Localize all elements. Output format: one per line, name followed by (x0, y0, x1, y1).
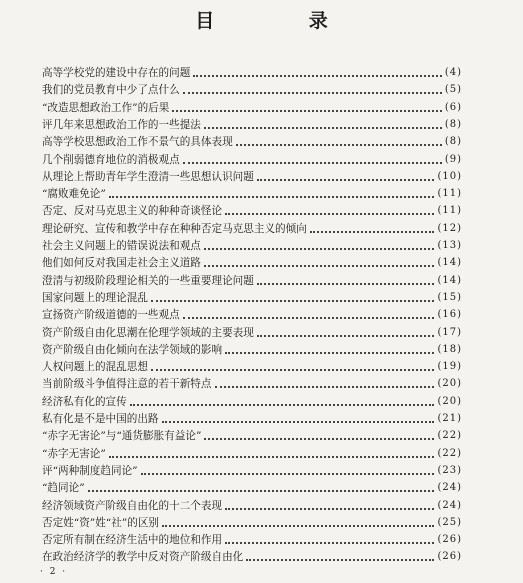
toc-entry-title: “赤字无害论” (42, 447, 106, 460)
toc-entry (42, 218, 462, 236)
dot-leader (193, 75, 442, 77)
toc-entry-title: 否定姓“资”姓“社”的区别 (42, 516, 160, 529)
toc-entry-page: (11) (437, 188, 462, 200)
dot-leader (310, 231, 435, 233)
toc-entry-title: 社会主义问题上的错误说法和观点 (42, 240, 201, 252)
dot-leader (225, 508, 434, 510)
toc-entry-title: “趋同论” (42, 482, 85, 495)
toc-entry-title: 当前阶级斗争值得注意的若干新特点 (42, 378, 212, 391)
toc-entry-page: (21) (437, 413, 462, 424)
page-number: · 2 · (40, 567, 68, 577)
dot-leader (215, 386, 435, 388)
dot-leader (183, 162, 442, 164)
toc-entry-page: (20) (437, 378, 462, 390)
toc-entry-title: 宣扬资产阶级道德的一些观点 (42, 309, 180, 322)
toc-entry (42, 200, 462, 218)
toc-entry-page: (8) (444, 118, 462, 130)
dot-leader (88, 490, 435, 492)
toc-entry (42, 443, 462, 461)
toc-entry-page: (18) (437, 343, 462, 355)
dot-leader (225, 213, 434, 215)
toc-entry-page: (24) (437, 499, 462, 511)
dot-leader (162, 421, 435, 423)
dot-leader (246, 559, 434, 561)
toc-entry (42, 322, 462, 340)
toc-entry-page: (16) (437, 309, 462, 321)
toc-entry (42, 339, 462, 357)
toc-entry-title: “改造思想政治工作”的后果 (42, 101, 170, 114)
toc-entry-page: (12) (437, 222, 462, 234)
toc-entry-title: 国家问题上的理论混乱 (42, 291, 148, 304)
dot-leader (204, 438, 434, 440)
toc-entry-page: (22) (437, 447, 462, 459)
toc-entry (42, 304, 462, 322)
dot-leader (109, 196, 435, 198)
dot-leader (151, 369, 435, 371)
toc-entry-page: (6) (444, 101, 462, 113)
toc-entry-page: (11) (437, 205, 462, 217)
toc-entry-page: (14) (437, 274, 462, 286)
toc-entry-title: 人权问题上的混乱思想 (42, 361, 148, 374)
toc-entry (42, 270, 462, 288)
toc-entry (42, 495, 462, 513)
dot-leader (236, 144, 442, 146)
toc-entry-title: 理论研究、宣传和教学中存在种种否定马克思主义的倾向 (42, 222, 307, 235)
toc-entry-title: 经济私有化的宣传 (42, 395, 127, 408)
dot-leader (172, 110, 441, 112)
toc-entry-page: (20) (437, 395, 462, 407)
toc-entry-title: 我们的党员教育中少了点什么 (42, 84, 180, 97)
toc-entry-title: 澄清与初级阶段理论相关的一些重要理论问题 (42, 274, 254, 287)
toc-entry (42, 425, 462, 443)
toc-entry (42, 79, 462, 97)
dot-leader (183, 317, 435, 319)
toc-entry-page: (25) (437, 516, 462, 528)
toc-entry-title: 评“两种制度趋同论” (42, 464, 138, 477)
toc-entry-page: (19) (437, 361, 462, 373)
toc-entry-title: 评几年来思想政治工作的一些提法 (42, 118, 201, 131)
toc-entry-title: 从理论上帮助青年学生澄清一些思想认识问题 (42, 170, 254, 183)
dot-leader (204, 127, 442, 129)
toc-entry (42, 373, 462, 391)
toc-entry-title: 否定、反对马克思主义的种种奇谈怪论 (42, 205, 223, 218)
dot-leader (183, 92, 442, 94)
toc-entry-title: 在政治经济学的教学中反对资产阶级自由化 (42, 551, 244, 564)
toc-entry (42, 391, 462, 409)
dot-leader (257, 283, 435, 285)
toc-entry-title: 资产阶级自由化思潮在伦理学领域的主要表现 (42, 326, 254, 339)
toc-entry-page: (8) (444, 136, 462, 148)
toc-entry (42, 131, 462, 149)
toc-entry (42, 235, 462, 253)
dot-leader (257, 335, 435, 337)
toc-entry-title: 他们如何反对我国走社会主义道路 (42, 257, 201, 270)
toc-entry (42, 408, 462, 426)
dot-leader (130, 404, 435, 406)
dot-leader (225, 542, 434, 544)
toc-entry (42, 287, 462, 305)
toc-entry (42, 114, 462, 132)
toc-entry-page: (5) (444, 84, 462, 96)
dot-leader (162, 525, 434, 527)
toc-entry-title: 高等学校党的建设中存在的问题 (42, 67, 191, 79)
dot-leader (225, 352, 434, 354)
toc-entry-title: 资产阶级自由化倾向在法学领域的影响 (42, 343, 223, 356)
dot-leader (151, 300, 435, 302)
toc-entry-title: 高等学校思想政治工作不景气的具体表现 (42, 136, 233, 149)
toc-entry (42, 529, 462, 547)
toc-entry-page: (10) (437, 170, 462, 182)
dot-leader (204, 265, 435, 267)
toc-entry-page: (23) (437, 464, 462, 476)
toc-entry (42, 356, 462, 374)
toc-entry-title: 经济领域资产阶级自由化的十二个表现 (42, 499, 223, 512)
toc-entry (42, 477, 462, 495)
toc-entry (42, 546, 462, 564)
toc-entry (42, 512, 462, 530)
toc-entry-title: 否定所有制在经济生活中的地位和作用 (42, 534, 223, 547)
toc-entry-title: 几个削弱德育地位的消极观点 (42, 153, 180, 166)
toc-entry-page: (4) (444, 67, 462, 78)
toc-entry-page: (26) (437, 551, 462, 563)
toc-entry-title: “腐败难免论” (42, 188, 106, 201)
page-title: 目 录 (195, 10, 372, 32)
toc-entry-page: (13) (437, 240, 462, 251)
toc-entry-page: (17) (437, 326, 462, 338)
toc-entry (42, 97, 462, 115)
toc-entry-title: “赤字无害论”与“通货膨胀有益论” (42, 430, 202, 443)
dot-leader (257, 179, 435, 181)
toc-entry (42, 183, 462, 201)
dot-leader (141, 473, 435, 475)
toc-entry-page: (15) (437, 291, 462, 303)
toc-entry (42, 149, 462, 167)
toc-entry (42, 460, 462, 478)
toc-entry-page: (24) (437, 482, 462, 494)
toc-entry (42, 62, 462, 80)
dot-leader (204, 248, 435, 250)
toc-entry (42, 166, 462, 184)
toc-entry-title: 私有化是不是中国的出路 (42, 413, 159, 425)
toc-entry-page: (14) (437, 257, 462, 269)
toc-entry (42, 252, 462, 270)
toc-entry-page: (22) (437, 430, 462, 442)
toc-entry-page: (26) (437, 534, 462, 546)
dot-leader (109, 456, 435, 458)
toc-entry-page: (9) (444, 153, 462, 165)
